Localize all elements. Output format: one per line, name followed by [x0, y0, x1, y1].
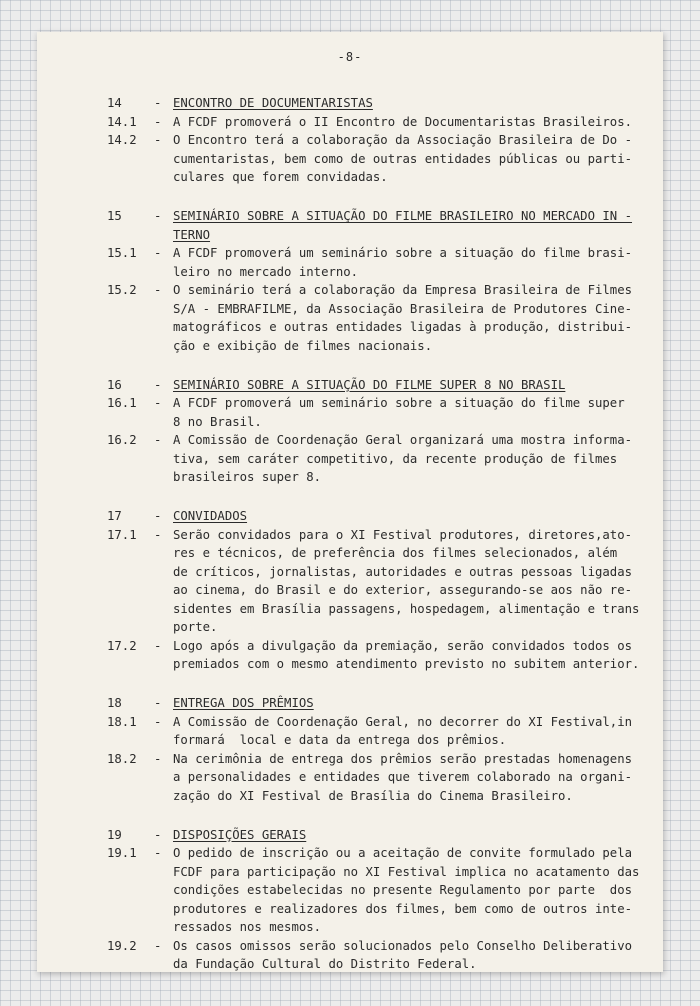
clause-line: A FCDF promoverá um seminário sobre a situação do filme brasi- — [173, 246, 633, 260]
clause-line: ao cinema, do Brasil e do exterior, assegurando-se aos não re- — [173, 583, 633, 597]
clause — [37, 431, 663, 487]
clause-line: 8 no Brasil. — [173, 414, 262, 429]
section-title-line: SEMINÁRIO SOBRE A SITUAÇÃO DO FILME BRASILEIRO NO MERCADO IN - — [173, 209, 633, 223]
clause-line: da Fundação Cultural do Distrito Federal. — [173, 957, 477, 971]
document-content — [37, 94, 663, 994]
clause-number: 19.1 — [107, 846, 137, 860]
clause — [37, 244, 663, 281]
clause — [37, 750, 663, 806]
clause-line: A Comissão de Coordenação Geral, no decorrer do XI Festival,in — [173, 714, 633, 729]
section-title-text — [173, 207, 639, 244]
section-number: 14 — [107, 96, 122, 110]
clause-line: brasileiros super 8. — [173, 470, 322, 484]
clause-text — [173, 937, 639, 974]
document-page — [37, 32, 663, 972]
section-number: 15 — [107, 209, 122, 223]
section-heading — [37, 694, 663, 713]
section-17 — [37, 507, 663, 674]
dash-separator: - — [154, 938, 162, 953]
clause — [37, 131, 663, 187]
clause-line: zação do XI Festival de Brasília do Cinema Brasileiro. — [173, 788, 573, 803]
clause-line: O pedido de inscrição ou a aceitação de convite formulado pela — [173, 846, 633, 860]
section-heading — [37, 376, 663, 395]
clause-line: a personalidades e entidades que tiverem colaborado na organi- — [173, 770, 633, 784]
clause-number: 14.1 — [107, 114, 137, 129]
clause-line: sidentes em Brasília passagens, hospedagem, alimentação e trans — [173, 601, 640, 616]
page-number: -8- — [337, 50, 363, 64]
clause-line: produtores e realizadores dos filmes, bem como de outros inte- — [173, 901, 633, 916]
dash-separator: - — [154, 96, 162, 110]
clause-text — [173, 526, 639, 637]
clause-line: Serão convidados para o XI Festival produtores, diretores,ato- — [173, 527, 633, 542]
section-title-text — [173, 507, 639, 526]
section-heading — [37, 826, 663, 845]
section-16 — [37, 376, 663, 487]
section-14 — [37, 94, 663, 187]
section-number: 17 — [107, 509, 122, 523]
section-heading — [37, 207, 663, 244]
clause-line: premiados com o mesmo atendimento previsto no subitem anterior. — [173, 657, 640, 671]
clause-line: A Comissão de Coordenação Geral organizará uma mostra informa- — [173, 433, 633, 447]
clause-number: 17.2 — [107, 638, 137, 653]
section-title-line: ENCONTRO DE DOCUMENTARISTAS — [173, 96, 373, 110]
dash-separator: - — [154, 133, 162, 147]
clause-number: 16.2 — [107, 433, 137, 447]
section-title-line: DISPOSIÇÕES GERAIS — [173, 827, 307, 842]
clause-line: ção e exibição de filmes nacionais. — [173, 338, 433, 353]
clause-number: 15.1 — [107, 246, 137, 260]
dash-separator: - — [154, 714, 162, 729]
clause-text — [173, 244, 639, 281]
clause-text — [173, 113, 639, 132]
clause — [37, 713, 663, 750]
section-title-text — [173, 826, 639, 845]
clause-line: S/A - EMBRAFILME, da Associação Brasileira de Produtores Cine- — [173, 301, 633, 316]
dash-separator: - — [154, 751, 162, 766]
section-number: 19 — [107, 827, 122, 842]
clause — [37, 526, 663, 637]
clause-number: 14.2 — [107, 133, 137, 147]
clause-text — [173, 431, 639, 487]
clause-line: matográficos e outras entidades ligadas à produção, distribui- — [173, 320, 633, 334]
section-heading — [37, 94, 663, 113]
dash-separator: - — [154, 114, 162, 129]
clause-line: cumentaristas, bem como de outras entidades públicas ou parti- — [173, 151, 633, 166]
dash-separator: - — [154, 509, 162, 523]
dash-separator: - — [154, 246, 162, 260]
clause-line: de críticos, jornalistas, autoridades e outras pessoas ligadas — [173, 564, 633, 579]
section-number: 18 — [107, 696, 122, 710]
clause — [37, 394, 663, 431]
section-title-line: SEMINÁRIO SOBRE A SITUAÇÃO DO FILME SUPER 8 NO BRASIL — [173, 377, 566, 392]
clause-line: porte. — [173, 620, 218, 634]
dash-separator: - — [154, 696, 162, 710]
clause-text — [173, 750, 639, 806]
section-title-line: ENTREGA DOS PRÊMIOS — [173, 696, 314, 710]
section-heading — [37, 507, 663, 526]
section-title-line: TERNO — [173, 227, 211, 242]
section-title-text — [173, 94, 639, 113]
section-19 — [37, 826, 663, 974]
dash-separator: - — [154, 846, 162, 860]
clause-text — [173, 131, 639, 187]
clause — [37, 937, 663, 974]
clause-text — [173, 844, 639, 937]
section-title-text — [173, 376, 639, 395]
clause-number: 17.1 — [107, 527, 137, 542]
clause-line: A FCDF promoverá um seminário sobre a situação do filme super — [173, 396, 625, 410]
clause-line: leiro no mercado interno. — [173, 264, 359, 279]
dash-separator: - — [154, 527, 162, 542]
clause-number: 18.2 — [107, 751, 137, 766]
dash-separator: - — [154, 827, 162, 842]
section-15 — [37, 207, 663, 355]
clause — [37, 844, 663, 937]
clause-line: formará local e data da entrega dos prêmios. — [173, 733, 507, 747]
clause-line: res e técnicos, de preferência dos filmes selecionados, além — [173, 546, 618, 560]
clause-line: A FCDF promoverá o II Encontro de Documentaristas Brasileiros. — [173, 114, 633, 129]
clause-line: O seminário terá a colaboração da Empresa Brasileira de Filmes — [173, 283, 633, 297]
clause — [37, 637, 663, 674]
clause-line: culares que forem convidadas. — [173, 170, 388, 184]
clause-number: 19.2 — [107, 938, 137, 953]
clause — [37, 281, 663, 355]
clause-line: condições estabelecidas no presente Regulamento por parte dos — [173, 883, 633, 897]
section-title-text — [173, 694, 639, 713]
dash-separator: - — [154, 396, 162, 410]
clause-text — [173, 713, 639, 750]
clause-number: 18.1 — [107, 714, 137, 729]
clause-line: ressados nos mesmos. — [173, 920, 322, 934]
section-18 — [37, 694, 663, 805]
clause-number: 15.2 — [107, 283, 137, 297]
dash-separator: - — [154, 283, 162, 297]
clause-line: Logo após a divulgação da premiação, serão convidados todos os — [173, 638, 633, 653]
clause — [37, 113, 663, 132]
dash-separator: - — [154, 377, 162, 392]
clause-line: Na cerimônia de entrega dos prêmios serão prestadas homenagens — [173, 751, 633, 766]
clause-text — [173, 637, 639, 674]
clause-line: tiva, sem caráter competitivo, da recente produção de filmes — [173, 451, 618, 466]
clause-text — [173, 394, 639, 431]
section-title-line: CONVIDADOS — [173, 509, 248, 523]
dash-separator: - — [154, 209, 162, 223]
clause-line: FCDF para participação no XI Festival implica no acatamento das — [173, 864, 640, 879]
section-number: 16 — [107, 377, 122, 392]
clause-line: O Encontro terá a colaboração da Associação Brasileira de Do - — [173, 133, 633, 147]
dash-separator: - — [154, 433, 162, 447]
clause-number: 16.1 — [107, 396, 137, 410]
clause-text — [173, 281, 639, 355]
dash-separator: - — [154, 638, 162, 653]
clause-line: Os casos omissos serão solucionados pelo Conselho Deliberativo — [173, 938, 633, 953]
